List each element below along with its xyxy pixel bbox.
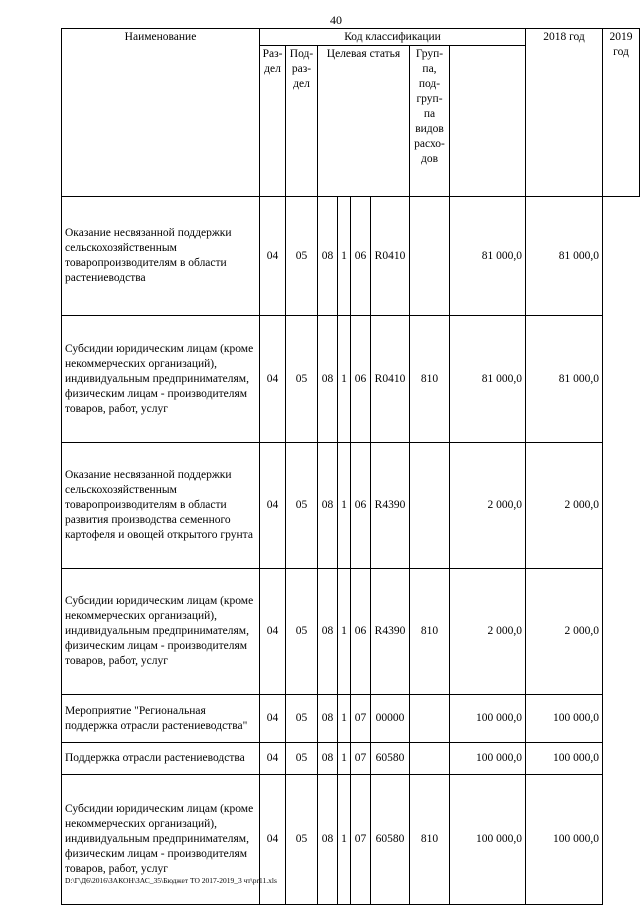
row-name: Оказание несвязанной поддержки сельскохозяйственным товаропроизводителям в области развития производства семенного картофеля и овощей открытого грунта — [62, 443, 260, 569]
row-cs4: R0410 — [371, 316, 410, 443]
row-podrazdel: 05 — [286, 197, 318, 316]
row-cs4: 60580 — [371, 743, 410, 775]
row-cs2: 1 — [338, 443, 351, 569]
row-cs4: 00000 — [371, 695, 410, 743]
table-row — [62, 695, 640, 743]
header-expense-group: Груп- па, под- груп- па видов расхо- дов — [410, 46, 450, 197]
row-cs1: 08 — [318, 775, 338, 905]
row-cs4: R4390 — [371, 569, 410, 695]
row-podrazdel: 05 — [286, 443, 318, 569]
row-vr — [410, 197, 450, 316]
header-podrazdel: Под- раз- дел — [286, 46, 318, 197]
row-cs1: 08 — [318, 316, 338, 443]
row-y2019: 2 000,0 — [526, 569, 603, 695]
row-y2018: 81 000,0 — [450, 197, 526, 316]
row-cs3: 06 — [351, 443, 371, 569]
row-cs1: 08 — [318, 743, 338, 775]
row-y2018: 100 000,0 — [450, 695, 526, 743]
table-row — [62, 743, 640, 775]
row-cs4: R4390 — [371, 443, 410, 569]
row-y2019: 100 000,0 — [526, 695, 603, 743]
header-name: Наименование — [62, 29, 260, 197]
row-podrazdel: 05 — [286, 569, 318, 695]
row-name: Поддержка отрасли растениеводства — [62, 743, 260, 775]
header-year-2018: 2018 год — [526, 29, 603, 197]
row-name: Оказание несвязанной поддержки сельскохозяйственным товаропроизводителям в области растениеводства — [62, 197, 260, 316]
row-vr: 810 — [410, 569, 450, 695]
row-cs1: 08 — [318, 197, 338, 316]
row-razdel: 04 — [260, 197, 286, 316]
row-razdel: 04 — [260, 443, 286, 569]
row-razdel: 04 — [260, 743, 286, 775]
row-cs2: 1 — [338, 775, 351, 905]
row-y2019: 100 000,0 — [526, 775, 603, 905]
row-cs2: 1 — [338, 743, 351, 775]
row-y2018: 2 000,0 — [450, 443, 526, 569]
budget-table — [61, 28, 640, 905]
row-razdel: 04 — [260, 316, 286, 443]
row-y2018: 2 000,0 — [450, 569, 526, 695]
row-cs3: 06 — [351, 569, 371, 695]
row-vr — [410, 743, 450, 775]
row-podrazdel: 05 — [286, 695, 318, 743]
row-cs3: 07 — [351, 743, 371, 775]
row-y2018: 100 000,0 — [450, 775, 526, 905]
table-row — [62, 775, 640, 905]
row-cs3: 07 — [351, 695, 371, 743]
header-classification-code: Код классификации — [260, 29, 526, 46]
table-row — [62, 197, 640, 316]
row-name: Субсидии юридическим лицам (кроме некоммерческих организаций), индивидуальным предпринимателям, физическим лицам - производителям товаров, работ, услуг — [62, 569, 260, 695]
row-y2019: 2 000,0 — [526, 443, 603, 569]
header-row-1 — [62, 29, 640, 46]
table-row — [62, 569, 640, 695]
page-number: 40 — [330, 13, 342, 27]
row-name: Субсидии юридическим лицам (кроме некоммерческих организаций), индивидуальным предпринимателям, физическим лицам - производителям товаров, работ, услуг — [62, 775, 260, 905]
row-podrazdel: 05 — [286, 316, 318, 443]
row-cs4: 60580 — [371, 775, 410, 905]
row-name: Мероприятие "Региональная поддержка отрасли растениеводства" — [62, 695, 260, 743]
header-razdel: Раз- дел — [260, 46, 286, 197]
row-cs1: 08 — [318, 569, 338, 695]
header-target-article: Целевая статья — [318, 46, 410, 197]
row-vr — [410, 443, 450, 569]
row-podrazdel: 05 — [286, 775, 318, 905]
footer-file-path: D:\Г\Д6\2016\ЗАКОН\ЗАС_35\Бюджет ТО 2017-2019_3 чт\pr11.xls — [65, 876, 277, 885]
row-y2018: 81 000,0 — [450, 316, 526, 443]
table-row — [62, 443, 640, 569]
row-vr: 810 — [410, 316, 450, 443]
row-cs2: 1 — [338, 569, 351, 695]
row-podrazdel: 05 — [286, 743, 318, 775]
row-cs3: 07 — [351, 775, 371, 905]
row-y2018: 100 000,0 — [450, 743, 526, 775]
row-name: Субсидии юридическим лицам (кроме некоммерческих организаций), индивидуальным предпринимателям, физическим лицам - производителям товаров, работ, услуг — [62, 316, 260, 443]
row-y2019: 81 000,0 — [526, 316, 603, 443]
table-row — [62, 316, 640, 443]
row-y2019: 81 000,0 — [526, 197, 603, 316]
row-razdel: 04 — [260, 569, 286, 695]
row-cs2: 1 — [338, 695, 351, 743]
row-razdel: 04 — [260, 695, 286, 743]
row-cs1: 08 — [318, 695, 338, 743]
row-razdel: 04 — [260, 775, 286, 905]
row-cs2: 1 — [338, 316, 351, 443]
header-year-2019: 2019 год — [603, 29, 640, 197]
row-vr: 810 — [410, 775, 450, 905]
row-cs3: 06 — [351, 197, 371, 316]
row-cs4: R0410 — [371, 197, 410, 316]
row-cs2: 1 — [338, 197, 351, 316]
row-cs1: 08 — [318, 443, 338, 569]
row-vr — [410, 695, 450, 743]
row-cs3: 06 — [351, 316, 371, 443]
row-y2019: 100 000,0 — [526, 743, 603, 775]
